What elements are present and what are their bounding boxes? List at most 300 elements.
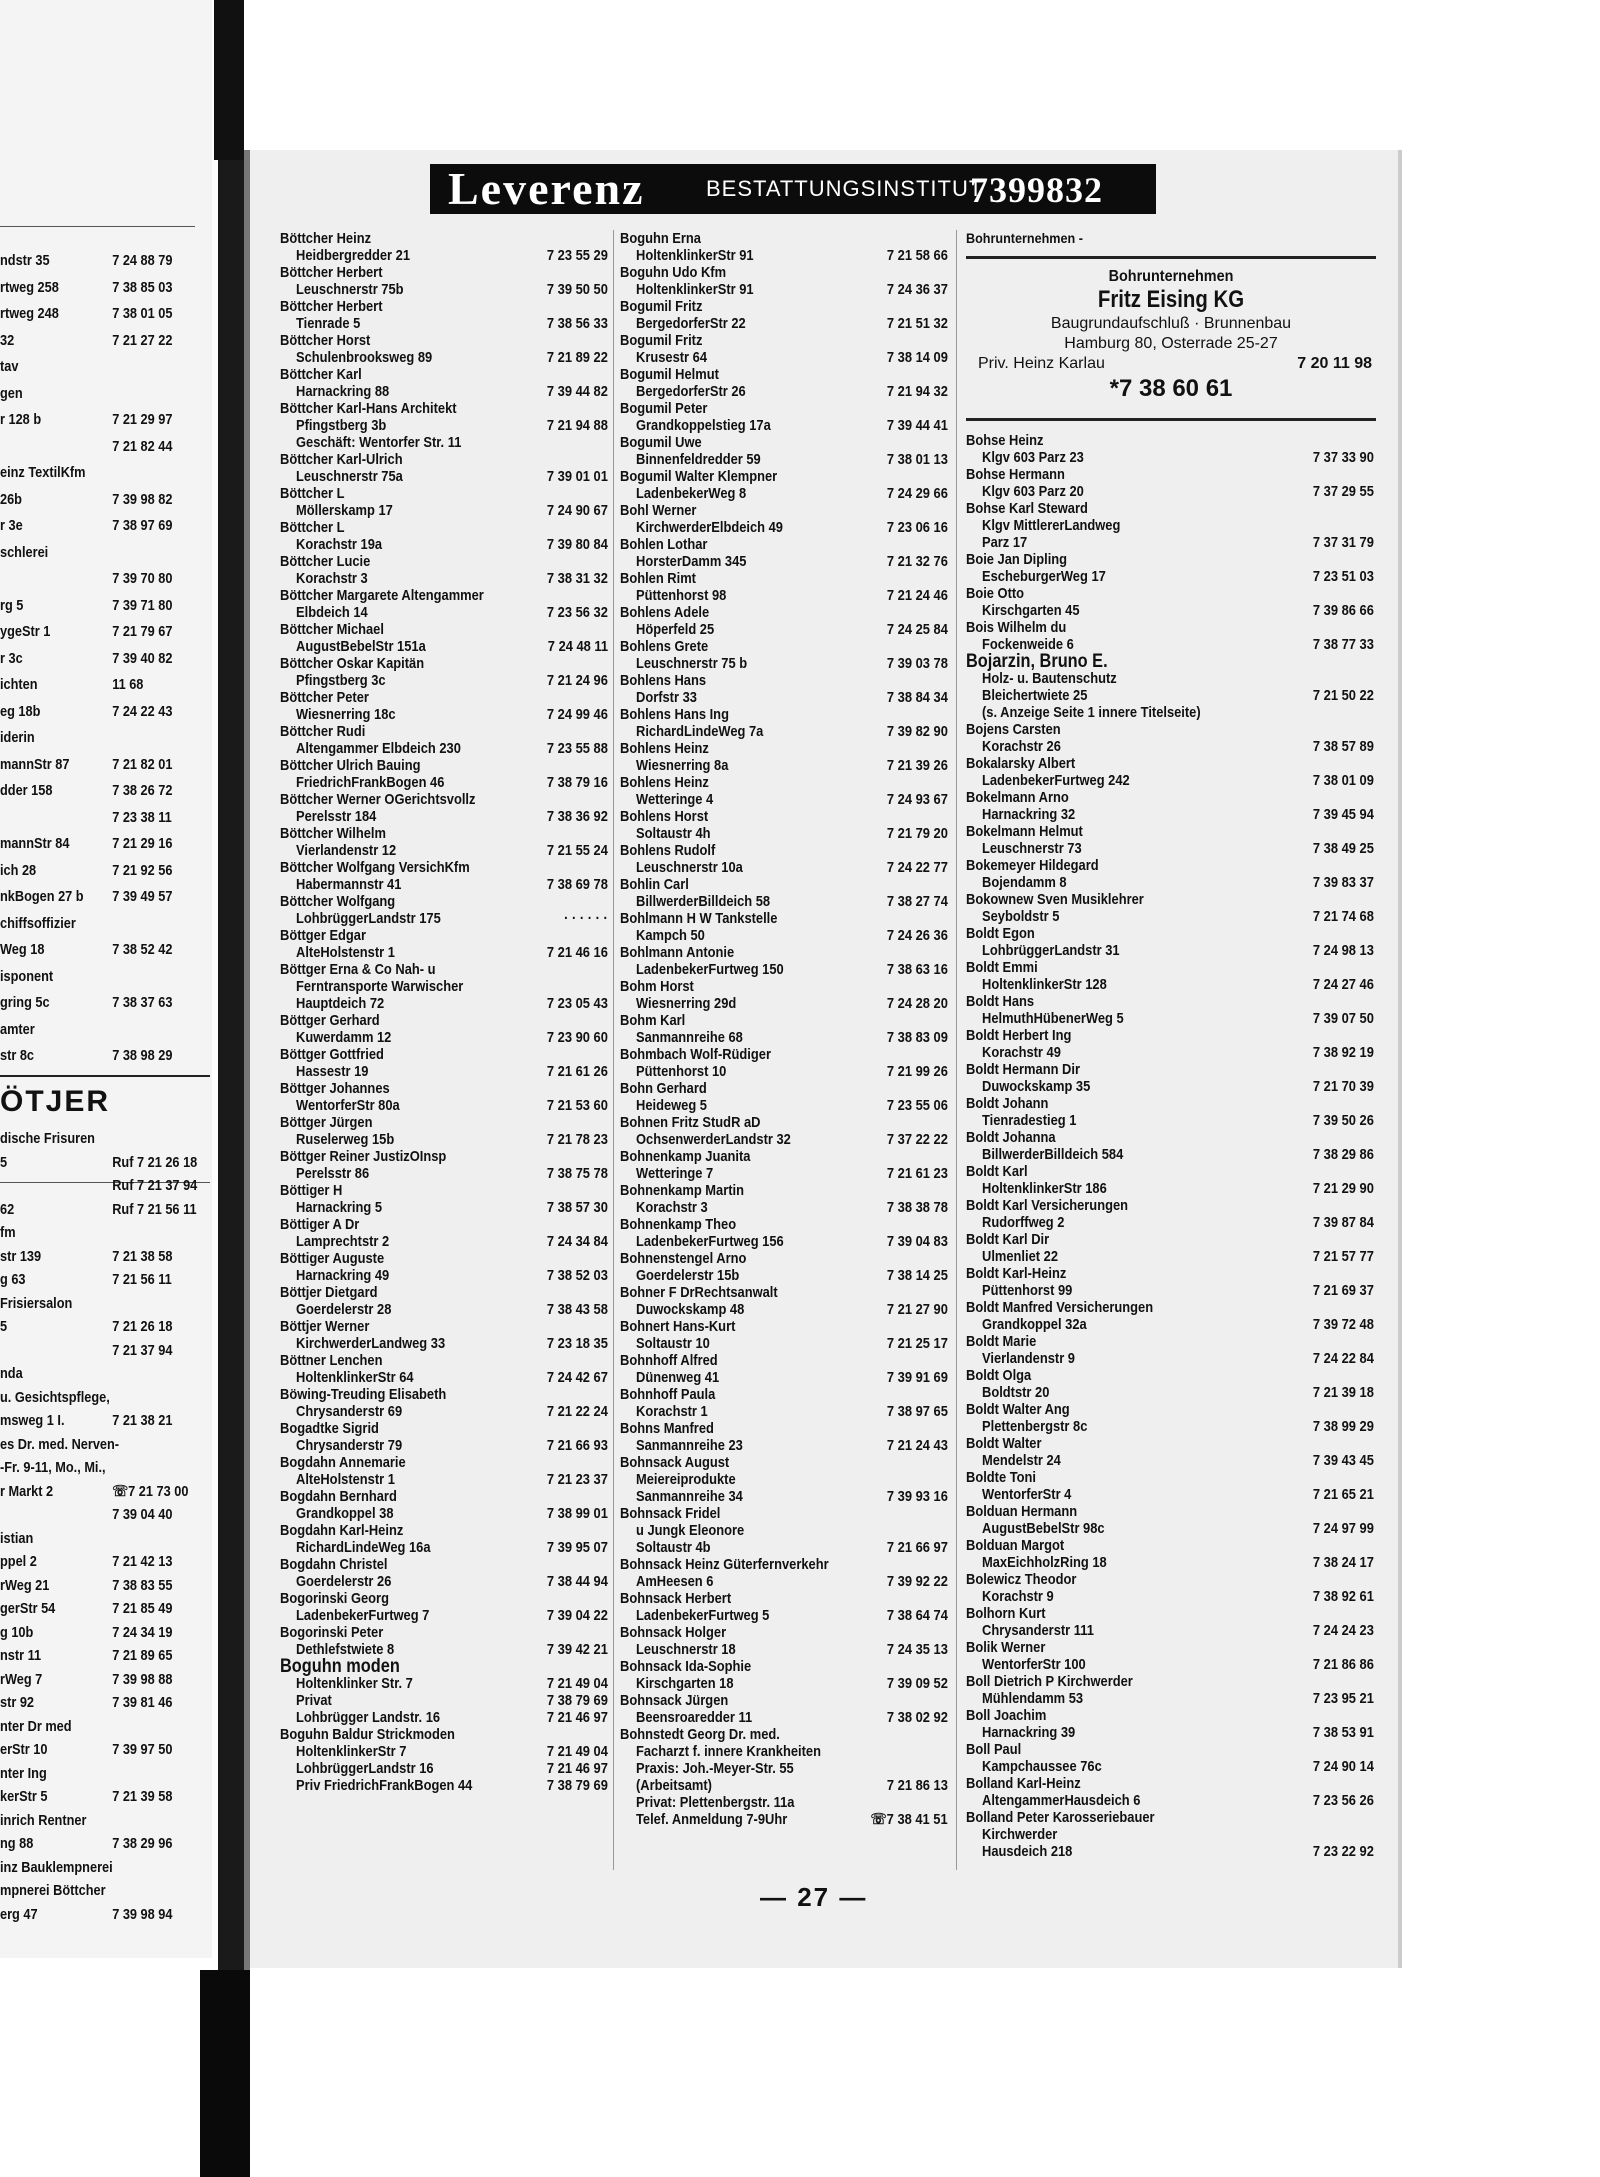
directory-entry: [620, 1624, 950, 1658]
entry-phone: 7 38 31 32: [547, 570, 608, 587]
entry-phone: 7 21 79 20: [887, 825, 948, 842]
entry-address: Harnackring 49: [296, 1267, 390, 1284]
entry-phone: 7 21 89 22: [547, 349, 608, 366]
entry-address: Korachstr 19a: [296, 536, 383, 553]
entry-phone: 7 38 27 74: [887, 893, 948, 910]
entry-phone: 7 38 56 33: [547, 315, 608, 332]
previous-page-entry: [0, 782, 179, 802]
entry-name: Bolewicz Theodor: [966, 1571, 1077, 1588]
entry-name: Boie Jan Dipling: [966, 551, 1068, 568]
entry-phone: 7 21 51 32: [887, 315, 948, 332]
previous-page-entry: [0, 835, 179, 855]
entry-address: Dünenweg 41: [636, 1369, 720, 1386]
previous-page-entry: [0, 491, 179, 511]
entry-phone: 7 24 22 84: [1313, 1350, 1374, 1367]
entry-name: Bohnstedt Georg Dr. med.: [620, 1726, 780, 1743]
previous-page-entry: [0, 862, 179, 882]
entry-name: Boll Joachim: [966, 1707, 1047, 1724]
directory-entry: [620, 1590, 950, 1624]
ad-private-name: Priv. Heinz Karlau: [978, 355, 1105, 372]
previous-page-phone: 7 39 98 82: [112, 490, 173, 508]
entry-name: Bogdahn Bernhard: [280, 1488, 397, 1505]
directory-entry: [280, 1216, 610, 1250]
directory-entry: [280, 451, 610, 485]
directory-entry: [966, 466, 1376, 500]
entry-phone: 7 38 01 13: [887, 451, 948, 468]
entry-detail-phone: 7 21 86 13: [887, 1777, 948, 1794]
previous-page-phone: 7 39 71 80: [112, 596, 173, 614]
directory-entry: [966, 925, 1376, 959]
previous-page-entry: [0, 1047, 179, 1067]
entry-name: Boldt Karl Dir: [966, 1231, 1050, 1248]
entry-address: AugustBebelStr 98c: [982, 1520, 1105, 1537]
previous-page-text: fm: [0, 1224, 16, 1241]
previous-page-phone: 7 21 38 21: [112, 1412, 173, 1429]
entry-name: Bohmbach Wolf-Rüdiger: [620, 1046, 771, 1063]
entry-name: Bolik Werner: [966, 1639, 1046, 1656]
binding-spine: [218, 160, 244, 1970]
entry-detail-phone: ☏7 38 41 51: [870, 1811, 948, 1828]
entry-name: Bojarzin, Bruno E.: [966, 651, 1108, 672]
previous-page-entry: [0, 1647, 179, 1667]
previous-page-entry: [0, 1882, 179, 1902]
entry-address: Duwockskamp 35: [982, 1078, 1091, 1095]
entry-phone: 7 21 74 68: [1313, 908, 1374, 925]
previous-page-entry: [0, 1459, 179, 1479]
entry-address: Vierlandenstr 12: [296, 842, 397, 859]
previous-page-entry: [0, 305, 179, 325]
entry-name: Böttiger Auguste: [280, 1250, 385, 1267]
directory-entry: [280, 1624, 610, 1658]
directory-entry: [620, 1420, 950, 1454]
entry-phone: 7 38 24 17: [1313, 1554, 1374, 1571]
directory-entry: [620, 604, 950, 638]
entry-detail: Parz 17: [982, 534, 1028, 551]
entry-address: Lamprechtstr 2: [296, 1233, 390, 1250]
entry-name: Boldt Johann: [966, 1095, 1049, 1112]
entry-address: Altengammer Elbdeich 230: [296, 740, 461, 757]
directory-entry: [620, 978, 950, 1012]
previous-page-entry: [0, 544, 179, 564]
entry-name: Böttcher Wolfgang VersichKfm: [280, 859, 470, 876]
previous-page-text: mpnerei Böttcher: [0, 1882, 106, 1899]
entry-name: Bohlens Adele: [620, 604, 710, 621]
directory-entry: [280, 1420, 610, 1454]
entry-address: Mendelstr 24: [982, 1452, 1061, 1469]
entry-phone: 7 39 45 94: [1313, 806, 1374, 823]
entry-phone: 7 38 43 58: [547, 1301, 608, 1318]
entry-address: Möllerskamp 17: [296, 502, 393, 519]
entry-detail-phone: 7 38 79 69: [547, 1777, 608, 1794]
entry-phone: 7 24 27 46: [1313, 976, 1374, 993]
directory-entry: [620, 468, 950, 502]
entry-phone: 7 39 44 82: [547, 383, 608, 400]
entry-phone: 7 24 99 46: [547, 706, 608, 723]
entry-address: BergedorferStr 22: [636, 315, 746, 332]
directory-entry: [280, 485, 610, 519]
directory-entry: [620, 570, 950, 604]
entry-address: KirchwerderLandweg 33: [296, 1335, 446, 1352]
entry-phone: 7 38 01 09: [1313, 772, 1374, 789]
ad-main-number: *7 38 60 61: [1109, 375, 1233, 402]
previous-page-text: gen: [0, 384, 23, 402]
directory-entry: [620, 638, 950, 672]
directory-entry: [280, 723, 610, 757]
directory-entry: [620, 944, 950, 978]
entry-name: Boldt Hans: [966, 993, 1035, 1010]
directory-entry: [620, 1352, 950, 1386]
previous-page-text: Frisiersalon: [0, 1294, 73, 1312]
entry-name: Böttner Lenchen: [280, 1352, 383, 1369]
entry-phone: 7 21 53 60: [547, 1097, 608, 1114]
entry-phone: 7 21 32 76: [887, 553, 948, 570]
previous-page-text: r 128 b: [0, 411, 42, 428]
previous-page-entry: [0, 1248, 179, 1268]
entry-name: Böttcher Margarete Altengammer: [280, 587, 484, 604]
entry-address: HelmuthHübenerWeg 5: [982, 1010, 1124, 1027]
entry-name: Boldt Walter Ang: [966, 1401, 1070, 1418]
entry-name: Bohlmann Antonie: [620, 944, 735, 961]
entry-address: WentorferStr 100: [982, 1656, 1086, 1673]
entry-detail: Bleichertwiete 25: [982, 687, 1088, 704]
previous-page-rule: [0, 1075, 210, 1077]
entry-name: Böttjer Werner: [280, 1318, 370, 1335]
entry-address: Korachstr 3: [296, 570, 368, 587]
entry-address: HoltenklinkerStr 64: [296, 1369, 414, 1386]
ad-rule: [966, 418, 1376, 421]
entry-phone: 7 38 75 78: [547, 1165, 608, 1182]
entry-address: BergedorferStr 26: [636, 383, 746, 400]
entry-address: EscheburgerWeg 17: [982, 568, 1106, 585]
directory-entry: [620, 366, 950, 400]
entry-phone: 7 21 24 43: [887, 1437, 948, 1454]
directory-entry: [280, 366, 610, 400]
directory-entry: [280, 519, 610, 553]
previous-page-entry: [0, 941, 179, 961]
previous-page-phone: 7 38 97 69: [112, 517, 173, 534]
previous-page-text: iderin: [0, 729, 35, 746]
previous-page-text: r 3e: [0, 517, 23, 534]
directory-entry: [620, 1182, 950, 1216]
directory-entry: [280, 1590, 610, 1624]
directory-entry: [966, 432, 1376, 466]
directory-entry: [966, 1435, 1376, 1469]
previous-page-text: str 8c: [0, 1047, 35, 1064]
previous-page-text: nkBogen 27 b: [0, 888, 84, 905]
entry-detail: Privat: Plettenbergstr. 11a: [636, 1794, 795, 1811]
previous-page-phone: 7 21 85 49: [112, 1600, 173, 1617]
previous-page-phone: 7 21 42 13: [112, 1553, 173, 1570]
entry-name: Böttcher Herbert: [280, 264, 383, 281]
previous-page-entry: [0, 1694, 179, 1714]
entry-phone: 7 39 91 69: [887, 1369, 948, 1386]
directory-entry: [966, 1129, 1376, 1163]
entry-name: Böttcher Karl: [280, 366, 362, 383]
entry-address: Wiesnerring 29d: [636, 995, 737, 1012]
directory-entry: [280, 1080, 610, 1114]
entry-phone: 7 39 50 50: [547, 281, 608, 298]
previous-page-entry: [0, 597, 179, 617]
entry-name: Boldt Karl: [966, 1163, 1028, 1180]
entry-address: Facharzt f. innere Krankheiten: [636, 1743, 821, 1760]
entry-name: Bohlmann H W Tankstelle: [620, 910, 778, 927]
previous-page-text: inz Bauklempnerei: [0, 1858, 113, 1876]
entry-address: LadenbekerFurtweg 150: [636, 961, 784, 978]
entry-detail: Lohbrügger Landstr. 16: [296, 1709, 441, 1726]
entry-address: u Jungk Eleonore: [636, 1522, 745, 1539]
directory-entry: [280, 1352, 610, 1386]
entry-name: Boguhn moden: [280, 1656, 400, 1677]
entry-name: Bohnenkamp Juanita: [620, 1148, 751, 1165]
entry-phone: 7 21 99 26: [887, 1063, 948, 1080]
previous-page-entry: [0, 650, 179, 670]
previous-page-phone: 7 39 98 94: [112, 1905, 173, 1923]
directory-entry: [966, 1333, 1376, 1367]
directory-entry: [620, 910, 950, 944]
entry-address: Habermannstr 41: [296, 876, 402, 893]
entry-name: Boguhn Baldur Strickmoden: [280, 1726, 455, 1743]
directory-entry: [966, 585, 1376, 619]
entry-name: Boldt Emmi: [966, 959, 1038, 976]
previous-page-phone: 7 39 70 80: [112, 570, 173, 587]
entry-name: Böttcher Horst: [280, 332, 371, 349]
entry-name: Bogdahn Christel: [280, 1556, 388, 1573]
entry-name: Böttcher L: [280, 519, 345, 536]
entry-phone: 7 21 66 93: [547, 1437, 608, 1454]
previous-page-entry: [0, 1153, 198, 1174]
entry-address: Grandkoppel 32a: [982, 1316, 1087, 1333]
entry-name: Böttcher Herbert: [280, 298, 383, 315]
entry-phone: 7 39 04 83: [887, 1233, 948, 1250]
previous-page-entry: [0, 1906, 179, 1926]
entry-name: Bohm Karl: [620, 1012, 686, 1029]
entry-phone: 7 38 44 94: [547, 1573, 608, 1590]
entry-phone: 7 24 35 13: [887, 1641, 948, 1658]
entry-phone: 7 21 70 39: [1313, 1078, 1374, 1095]
previous-page-text: eg 18b: [0, 702, 41, 720]
directory-entry: [966, 1027, 1376, 1061]
directory-entry: [620, 1284, 950, 1318]
directory-entry: [620, 740, 950, 774]
entry-detail-phone: 7 21 66 97: [887, 1539, 948, 1556]
previous-page-phone: 7 38 37 63: [112, 994, 173, 1011]
entry-address: Heideweg 5: [636, 1097, 707, 1114]
previous-page-text: rtweg 248: [0, 305, 59, 322]
directory-entry: [280, 1726, 610, 1794]
directory-entry: [280, 927, 610, 961]
previous-page-entry: [0, 1718, 179, 1738]
entry-address: Boldtstr 20: [982, 1384, 1050, 1401]
entry-phone: 7 39 82 90: [887, 723, 948, 740]
entry-name: Boguhn Udo Kfm: [620, 264, 727, 281]
entry-address: Kampch 50: [636, 927, 705, 944]
entry-name: Boldt Walter: [966, 1435, 1042, 1452]
directory-entry: [280, 859, 610, 893]
previous-page-entry: [0, 1177, 198, 1197]
entry-name: Boguhn Erna: [620, 230, 701, 247]
entry-address: OchsenwerderLandstr 32: [636, 1131, 791, 1148]
entry-address: Korachstr 3: [636, 1199, 708, 1216]
entry-phone: 7 21 24 46: [887, 587, 948, 604]
previous-page-phone: 7 21 82 44: [112, 437, 173, 455]
entry-name: Boldt Herbert Ing: [966, 1027, 1072, 1044]
entry-phone: 7 38 99 29: [1313, 1418, 1374, 1435]
entry-name: Bohse Karl Steward: [966, 500, 1088, 517]
entry-detail: Privat: [296, 1692, 332, 1709]
entry-name: Boldt Hermann Dir: [966, 1061, 1080, 1078]
previous-page-entry: [0, 1530, 179, 1550]
directory-entry: [620, 672, 950, 706]
entry-address: Chrysanderstr 79: [296, 1437, 403, 1454]
entry-address: Seyboldstr 5: [982, 908, 1060, 925]
entry-phone: 7 21 49 04: [547, 1743, 608, 1760]
previous-page-text: dische Frisuren: [0, 1130, 95, 1147]
entry-phone: 7 21 57 77: [1313, 1248, 1374, 1265]
previous-page-text: mannStr 87: [0, 755, 70, 773]
entry-detail-phone: 7 39 93 16: [887, 1488, 948, 1505]
column-divider: [613, 230, 614, 1870]
entry-name: Böttcher L: [280, 485, 345, 502]
entry-address: Mühlendamm 53: [982, 1690, 1084, 1707]
directory-entry: [966, 1265, 1376, 1299]
entry-address: HoltenklinkerStr 186: [982, 1180, 1107, 1197]
entry-address: Chrysanderstr 111: [982, 1622, 1094, 1639]
entry-name: Bohse Hermann: [966, 466, 1065, 483]
previous-page-entry: [0, 252, 179, 272]
entry-phone: 7 23 55 06: [887, 1097, 948, 1114]
previous-page-text: amter: [0, 1020, 35, 1038]
entry-phone: 7 24 98 13: [1313, 942, 1374, 959]
entry-phone: 7 39 03 78: [887, 655, 948, 672]
entry-name: Böttger Erna & Co Nah- u: [280, 961, 436, 978]
directory-entry: [966, 1775, 1376, 1809]
previous-page-entry: [0, 1130, 179, 1150]
directory-entry: [966, 1231, 1376, 1265]
entry-address: Rudorffweg 2: [982, 1214, 1065, 1231]
previous-page-phone: 7 21 89 65: [112, 1647, 173, 1664]
directory-entry: [280, 893, 610, 927]
directory-entry: [966, 959, 1376, 993]
directory-entry: [966, 789, 1376, 823]
entry-address: Grandkoppelstieg 17a: [636, 417, 771, 434]
entry-address: Beensroaredder 11: [636, 1709, 753, 1726]
entry-name: Bokemeyer Hildegard: [966, 857, 1099, 874]
entry-name: Böttcher Michael: [280, 621, 384, 638]
entry-name: Bohnsack Herbert: [620, 1590, 732, 1607]
previous-page-phone: 7 21 79 67: [112, 623, 173, 640]
advertisement-banner: [430, 164, 1156, 214]
entry-address: HorsterDamm 345: [636, 553, 747, 570]
entry-phone: 7 23 56 26: [1313, 1792, 1374, 1809]
entry-phone: 7 23 18 35: [547, 1335, 608, 1352]
entry-address: RichardLindeWeg 7a: [636, 723, 764, 740]
entry-address: Wetteringe 7: [636, 1165, 714, 1182]
directory-entry: [280, 825, 610, 859]
directory-entry: [280, 298, 610, 332]
directory-entry: [966, 1809, 1376, 1860]
entry-phone: 7 23 95 21: [1313, 1690, 1374, 1707]
entry-name: Bogumil Peter: [620, 400, 708, 417]
display-advertisement: [966, 260, 1376, 410]
entry-phone: 7 37 33 90: [1313, 449, 1374, 466]
entry-phone: 7 21 39 26: [887, 757, 948, 774]
entry-phone: 7 21 23 37: [547, 1471, 608, 1488]
previous-page-phone: 7 23 38 11: [112, 808, 172, 826]
entry-phone: 7 21 94 32: [887, 383, 948, 400]
directory-entry: [280, 1318, 610, 1352]
directory-entry: [620, 1692, 950, 1726]
entry-address: Sanmannreihe 68: [636, 1029, 743, 1046]
entry-phone: 7 24 42 67: [547, 1369, 608, 1386]
directory-entry: [620, 1114, 950, 1148]
entry-name: Böttger Gerhard: [280, 1012, 380, 1029]
entry-name: Bolduan Hermann: [966, 1503, 1078, 1520]
entry-phone: 7 21 39 18: [1313, 1384, 1374, 1401]
banner-company-name: Leverenz: [448, 163, 645, 214]
previous-page-entry: [0, 1859, 179, 1879]
entry-name: Bohn Gerhard: [620, 1080, 707, 1097]
entry-address: Grandkoppel 38: [296, 1505, 394, 1522]
previous-page-text: inrich Rentner: [0, 1811, 87, 1829]
previous-page-entry: [0, 729, 179, 749]
entry-address: Kirschgarten 45: [982, 602, 1080, 619]
directory-entry: [966, 500, 1376, 551]
entry-name: Böttjer Dietgard: [280, 1284, 378, 1301]
entry-address: LadenbekerWeg 8: [636, 485, 747, 502]
ad-private-number: 7 20 11 98: [1297, 355, 1372, 372]
entry-name: Bohlens Grete: [620, 638, 709, 655]
entry-phone: 7 39 04 22: [547, 1607, 608, 1624]
entry-address: LohbrüggerLandstr 31: [982, 942, 1120, 959]
directory-entry: [966, 1503, 1376, 1537]
entry-address: LadenbekerFurtweg 156: [636, 1233, 784, 1250]
entry-address: Pfingstberg 3b: [296, 417, 387, 434]
previous-page-phone: 7 38 83 55: [112, 1576, 173, 1594]
previous-page-entry: [0, 888, 179, 908]
entry-address: KirchwerderElbdeich 49: [636, 519, 783, 536]
entry-address: LadenbekerFurtweg 242: [982, 772, 1130, 789]
previous-page-entry: [0, 1835, 179, 1855]
entry-name: Bohlens Horst: [620, 808, 709, 825]
previous-page-phone: Ruf 7 21 56 11: [112, 1200, 197, 1218]
entry-name: Bohlin Carl: [620, 876, 689, 893]
directory-entry: [280, 1454, 610, 1488]
entry-name: Bohlens Rudolf: [620, 842, 716, 859]
entry-address: Pfingstberg 3c: [296, 672, 386, 689]
directory-entry: [280, 1284, 610, 1318]
entry-name: Böttiger A Dr: [280, 1216, 360, 1233]
entry-name: Böttcher Karl-Ulrich: [280, 451, 403, 468]
directory-entry: [620, 842, 950, 876]
entry-address: Goerdelerstr 15b: [636, 1267, 740, 1284]
previous-page-entry: [0, 1271, 179, 1291]
entry-name: Boie Otto: [966, 585, 1025, 602]
previous-page-phone: Ruf 7 21 37 94: [112, 1177, 198, 1194]
directory-entry: [966, 857, 1376, 891]
entry-name: Bohm Horst: [620, 978, 694, 995]
directory-entry: [280, 1148, 610, 1182]
entry-name: Bokownew Sven Musiklehrer: [966, 891, 1144, 908]
entry-name: Bohnenkamp Theo: [620, 1216, 737, 1233]
previous-page-entry: [0, 385, 179, 405]
entry-name: Bohns Manfred: [620, 1420, 714, 1437]
entry-phone: 7 39 01 01: [547, 468, 608, 485]
previous-page-entry: [0, 517, 179, 537]
previous-page-phone: 7 38 26 72: [112, 782, 173, 799]
entry-address: Leuschnerstr 10a: [636, 859, 743, 876]
entry-name: Bohlens Heinz: [620, 740, 709, 757]
entry-phone: 7 38 29 86: [1313, 1146, 1374, 1163]
